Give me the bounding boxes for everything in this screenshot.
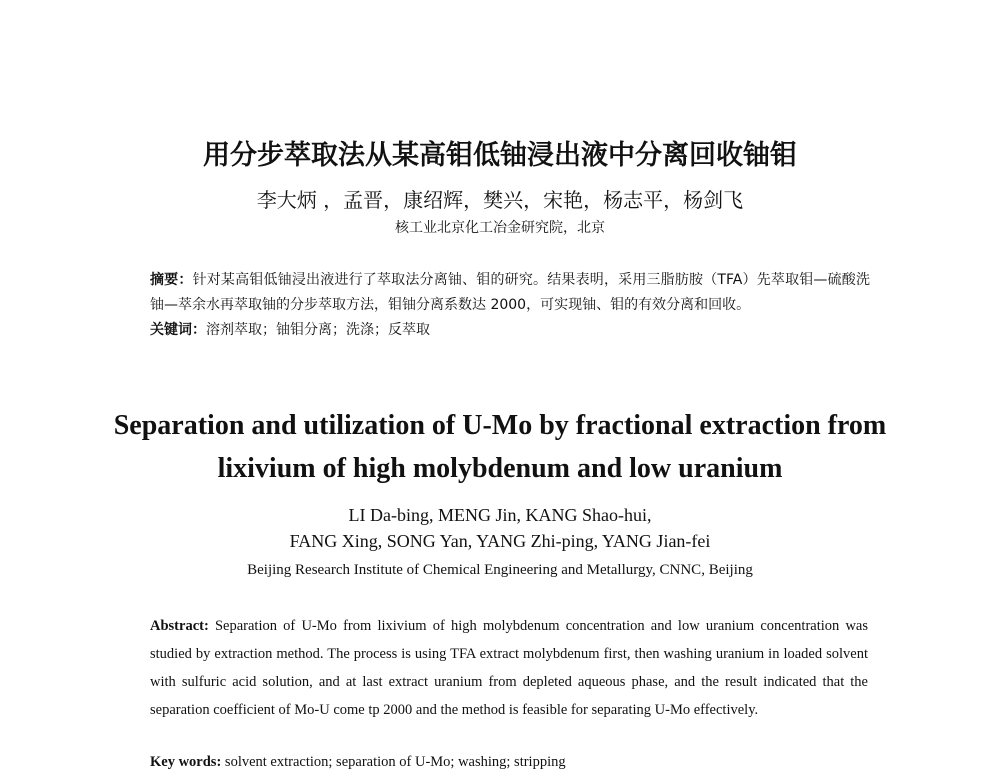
chinese-abstract-block (150, 268, 870, 343)
english-authors-line-1: LI Da-bing, MENG Jin, KANG Shao-hui, (348, 505, 652, 525)
chinese-abstract-label: 摘要： (150, 272, 193, 288)
chinese-abstract-text: 针对某高钼低铀浸出液进行了萃取法分离铀、钼的研究。结果表明，采用三脂肪胺（TFA）先萃取钼—硫酸洗铀—萃余水再萃取铀的分步萃取方法，钼铀分离系数达 2000，可实现铀、钼的有效分离和回收。 (150, 272, 870, 313)
chinese-abstract (150, 268, 870, 318)
english-abstract-label: Abstract: (150, 618, 209, 634)
chinese-title: 用分步萃取法从某高钼低铀浸出液中分离回收铀钼 (203, 140, 797, 171)
english-abstract-text: Separation of U-Mo from lixivium of high molybdenum concentration and low uranium concentration was studied by extraction method. The process is using TFA extract molybdenum first, then washing uranium in loaded solvent with sulfuric acid solution, and at last extract uranium from depleted aqueous phase, and the result indicated that the separation coefficient of Mo-U come tp 2000 and the method is feasible for separating U-Mo effectively. (150, 618, 869, 718)
chinese-keywords (150, 318, 870, 343)
english-title-line-1: Separation and utilization of U-Mo by fractional extraction from (113, 410, 887, 441)
english-title-line-2: lixivium of high molybdenum and low uranium (217, 453, 783, 484)
english-title (0, 404, 1000, 490)
english-keywords-text: solvent extraction; separation of U-Mo; washing; stripping (224, 754, 566, 770)
english-keywords-label: Key words: (150, 754, 222, 770)
english-abstract (150, 612, 868, 724)
english-authors (0, 502, 1000, 554)
chinese-keywords-label: 关键词： (150, 322, 206, 338)
chinese-affiliation: 核工业北京化工冶金研究院，北京 (395, 220, 605, 236)
chinese-keywords-text: 溶剂萃取；铀钼分离；洗涤；反萃取 (206, 322, 430, 338)
chinese-authors: 李大炳 ，孟晋，康绍辉，樊兴，宋艳，杨志平，杨剑飞 (256, 188, 744, 212)
english-keywords (150, 750, 868, 774)
english-affiliation: Beijing Research Institute of Chemical Engineering and Metallurgy, CNNC, Beijing (247, 562, 753, 578)
english-authors-line-2: FANG Xing, SONG Yan, YANG Zhi-ping, YANG Jian-fei (289, 531, 711, 551)
